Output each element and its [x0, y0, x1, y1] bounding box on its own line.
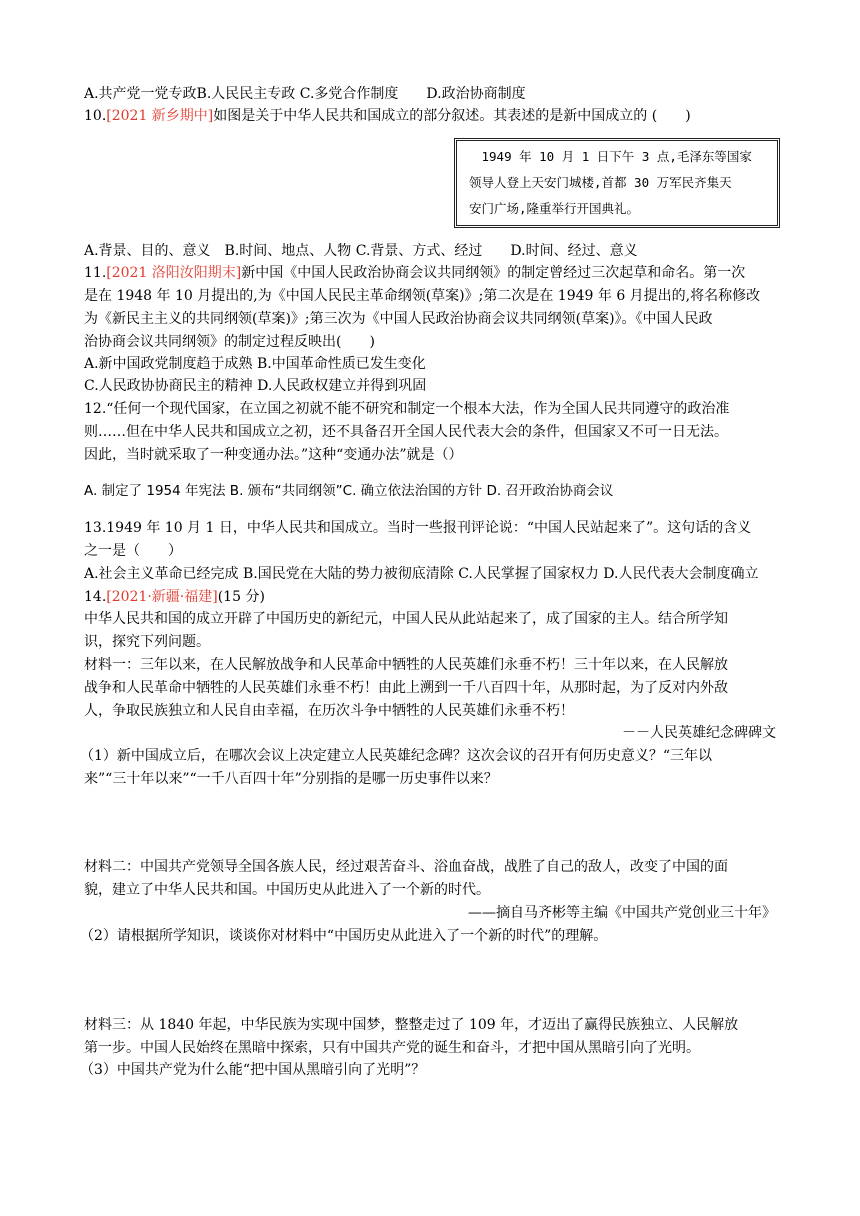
question1-line: （1）新中国成立后，在哪次会议上决定建立人民英雄纪念碑？这次会议的召开有何历史意义？“三年以 — [80, 748, 713, 764]
q14-score: (15 分) — [217, 589, 265, 605]
q10-options: A.背景、目的、意义 B.时间、地点、人物 C.背景、方式、经过 D.时间、经过、意义 — [84, 243, 638, 259]
material1-line: 材料一：三年以来，在人民解放战争和人民革命中牺牲的人民英雄们永垂不朽！三十年以来，在人民解放 — [84, 657, 728, 673]
q13-stem-line: 之一是（ ） — [84, 543, 182, 559]
q10-box-line: 1949 年 10 月 1 日下午 3 点,毛泽东等国家 — [469, 149, 752, 164]
material3-line: 第一步。中国人民始终在黑暗中探索，只有中国共产党的诞生和奋斗，才把中国从黑暗引向了光明。 — [84, 1040, 700, 1056]
q11-stem-line: 治协商会议共同纲领》的制定过程反映出( ) — [84, 334, 375, 350]
material1-line: 人，争取民族独立和人民自由幸福，在历次斗争中牺牲的人民英雄们永垂不朽！ — [84, 703, 574, 719]
q10-source: [2021 新乡期中] — [106, 108, 214, 124]
q13-options: A.社会主义革命已经完成 B.国民党在大陆的势力被彻底清除 C.人民掌握了国家权力 D.人民代表大会制度确立 — [84, 566, 759, 582]
question1-line: 来”“三十年以来”“一千八百四十年”分别指的是哪一历史事件以来？ — [84, 771, 498, 787]
q11-option-line: A.新中国政党制度趋于成熟 B.中国革命性质已发生变化 — [84, 356, 426, 372]
q10-box-line: 领导人登上天安门城楼,首都 30 万军民齐集天 — [469, 175, 732, 190]
q11-stem-line — [84, 263, 745, 283]
q10-stem: 如图是关于中华人民共和国成立的部分叙述。其表述的是新中国成立的 ( ) — [213, 108, 691, 124]
q12-options: A. 制定了 1954 年宪法 B. 颁布“共同纲领”C. 确立依法治国的方针 D. 召开政治协商会议 — [84, 483, 614, 499]
material2-line: 貌，建立了中华人民共和国。中国历史从此进入了一个新的时代。 — [84, 882, 490, 898]
q14-intro-line: 中华人民共和国的成立开辟了中国历史的新纪元，中国人民从此站起来了，成了国家的主人。结合所学知 — [84, 611, 728, 627]
q13-stem-line: 13.1949 年 10 月 1 日，中华人民共和国成立。当时一些报刊评论说：“中国人民站起来了”。这句话的含义 — [84, 520, 752, 536]
q10-stem-line — [84, 106, 691, 126]
material2-source: ——摘自马齐彬等主编《中国共产党创业三十年》 — [468, 905, 776, 921]
q14-source: [2021·新疆·福建] — [106, 589, 218, 605]
material1-source: －－人民英雄纪念碑碑文 — [622, 725, 776, 741]
q12-stem-line: 则……但在中华人民共和国成立之初，还不具备召开全国人民代表大会的条件，但国家又不可一日无法。 — [84, 424, 728, 440]
q12-stem-line: 12.“任何一个现代国家，在立国之初就不能不研究和制定一个根本大法，作为全国人民共同遵守的政治准 — [84, 401, 730, 417]
q14-number: 14. — [84, 589, 107, 605]
q11-option-line: C.人民政协协商民主的精神 D.人民政权建立并得到巩固 — [84, 378, 427, 394]
q10-box-line: 安门广场,隆重举行开国典礼。 — [469, 201, 640, 216]
q11-stem-line: 为《新民主主义的共同纲领(草案)》;第三次为《中国人民政治协商会议共同纲领(草案)》。《中国人民政 — [84, 311, 713, 327]
q14-heading — [84, 587, 265, 607]
material3-line: 材料三：从 1840 年起，中华民族为实现中国梦，整整走过了 109 年，才迈出了赢得民族独立、人民解放 — [84, 1017, 739, 1033]
question2: （2）请根据所学知识，谈谈你对材料中“中国历史从此进入了一个新的时代”的理解。 — [80, 928, 608, 944]
question3: （3）中国共产党为什么能“把中国从黑暗引向了光明”？ — [80, 1062, 426, 1078]
material1-line: 战争和人民革命中牺牲的人民英雄们永垂不朽！由此上溯到一千八百四十年，从那时起，为了反对内外敌 — [84, 680, 728, 696]
q10-number: 10. — [84, 108, 107, 124]
q11-stem-line: 是在 1948 年 10 月提出的,为《中国人民民主革命纲领(草案)》;第二次是在 1949 年 6 月提出的,将名称修改 — [84, 288, 761, 304]
q11-number: 11. — [84, 265, 107, 281]
q12-stem-line: 因此，当时就采取了一种变通办法。”这种“变通办法”就是（） — [84, 447, 463, 463]
q11-source: [2021 洛阳汝阳期末] — [106, 265, 242, 281]
q10-quote-box — [454, 138, 780, 228]
q9-options: A.共产党一党专政B.人民民主专政 C.多党合作制度 D.政治协商制度 — [84, 86, 526, 102]
q11-stem: 新中国《中国人民政治协商会议共同纲领》的制定曾经过三次起草和命名。第一次 — [241, 265, 746, 281]
q14-intro-line: 识，探究下列问题。 — [84, 634, 210, 650]
material2-line: 材料二：中国共产党领导全国各族人民，经过艰苦奋斗、浴血奋战，战胜了自己的敌人，改变了中国的面 — [84, 859, 728, 875]
